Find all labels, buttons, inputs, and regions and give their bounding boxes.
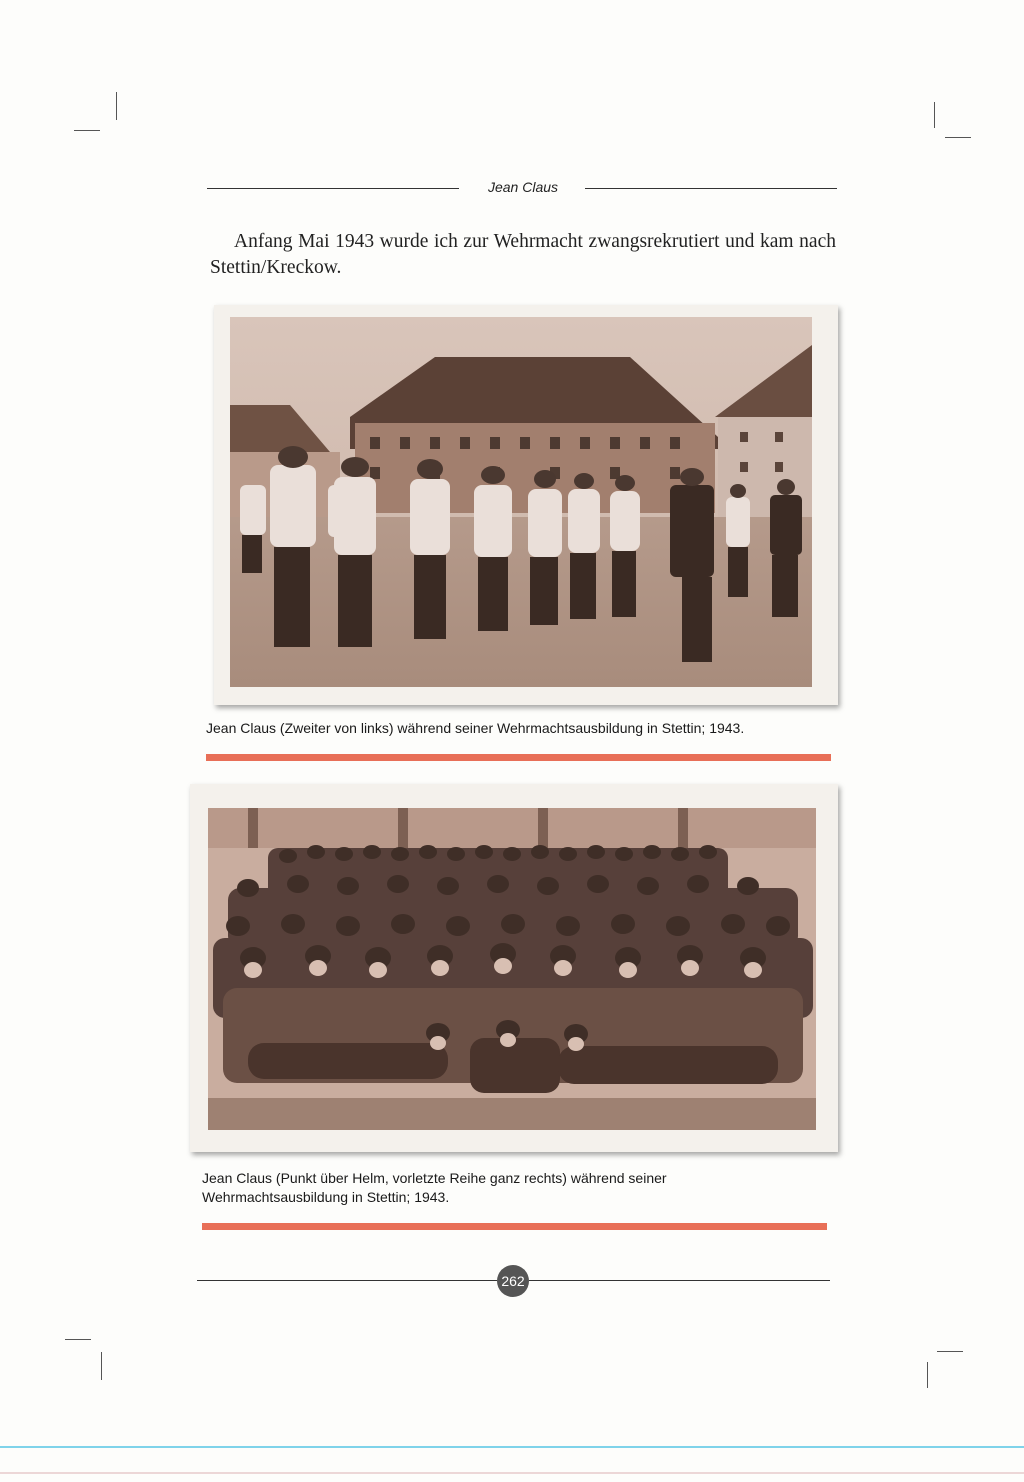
crop-mark-bottom-right-h — [937, 1351, 963, 1352]
crop-mark-bottom-left-v — [101, 1352, 102, 1380]
running-title: Jean Claus — [487, 179, 559, 195]
header-rule-right — [585, 188, 837, 189]
crop-mark-bottom-left-h — [65, 1339, 91, 1340]
crop-mark-top-left-h — [74, 130, 100, 131]
photo-soldiers-lineup-image — [230, 317, 812, 687]
photo-soldiers-lineup — [214, 305, 838, 705]
crop-mark-top-right-h — [945, 137, 971, 138]
footer-rule-left — [197, 1280, 497, 1281]
page-number-badge: 262 — [497, 1265, 529, 1297]
caption-photo-2: Jean Claus (Punkt über Helm, vorletzte Reihe ganz rechts) während seiner Wehrmachtsausbildung in Stettin; 1943. — [202, 1170, 667, 1205]
crop-mark-bottom-right-v — [927, 1362, 928, 1388]
footer-rule-right — [529, 1280, 830, 1281]
body-paragraph: Anfang Mai 1943 wurde ich zur Wehrmacht zwangsrekrutiert und kam nach Stettin/Kreckow. — [210, 231, 836, 278]
accent-bar-2 — [202, 1223, 827, 1230]
caption-photo-1: Jean Claus (Zweiter von links) während seiner Wehrmachtsausbildung in Stettin; 1943. — [206, 720, 745, 736]
scan-edge-line — [0, 1446, 1024, 1448]
photo-group-portrait-image — [208, 808, 816, 1130]
header-rule-left — [207, 188, 459, 189]
photo-group-portrait — [190, 784, 838, 1152]
crop-mark-top-left-v — [116, 92, 117, 120]
accent-bar-1 — [206, 754, 831, 761]
crop-mark-top-right-v — [934, 102, 935, 128]
scan-edge-line-2 — [0, 1472, 1024, 1474]
